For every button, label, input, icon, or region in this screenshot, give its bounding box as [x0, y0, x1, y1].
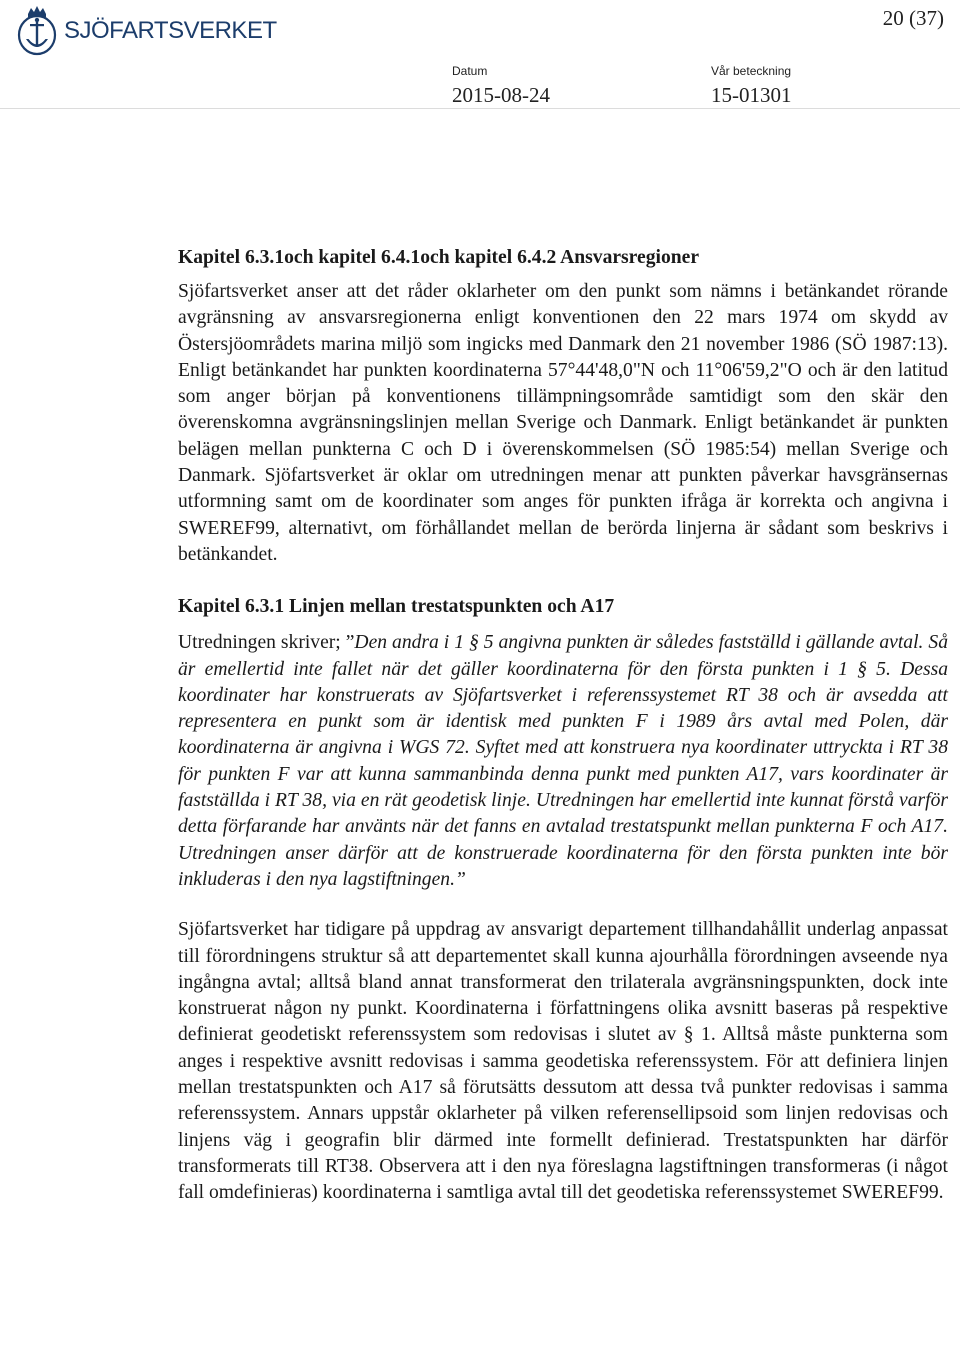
date-label: Datum — [452, 64, 488, 78]
paragraph-response: Sjöfartsverket har tidigare på uppdrag av ansvarigt departement tillhandahållit underlag anpassat till förordningens struktur så att departementet skall kunna ajourhålla förordningen avseende nya ingångna avtal; alltså bland annat transformerat den trilaterala avgränsningspunkten, dock inte konstruerat någon ny punkt. Koordinaterna i författningens olika avsnitt baseras på respektive definierat geodetiskt referenssystem som redovisas i slutet av § 1. Alltså måste punkterna som anges i respektive avsnitt redovisas i samma geodetiska referenssystem. För att definiera linjen mellan trestatspunkten och A17 så förutsätts dessutom att dessa två punkter redovisas i samma referenssystem. Annars uppstår oklarheter på vilken referensellipsoid som linjen redovisas och linjens väg i geografin blir därmed inte formellt definierad. Trestatspunkten har därför transformerats till RT38. Observera att i den nya föreslagna lagstiftningen transformeras (i något fall omdefinieras) koordinaterna i samtliga avtal till det geodetiska referenssystemet SWEREF99. — [178, 919, 948, 1204]
document-body — [178, 243, 948, 1207]
reference-label: Vår beteckning — [711, 64, 792, 78]
paragraph-ansvarsregioner: Sjöfartsverket anser att det råder oklarheter om den punkt som nämns i betänkandet rörande avgränsning av ansvarsregionerna enligt konventionen den 22 mars 1974 om skydd av Östersjöområdets marina miljö som ingicks med Danmark den 21 november 1986 (SÖ 1987:13). Enligt betänkandet har punkten koordinaterna 57°44'48,0"N och 11°06'59,2"O och är den latitud som anger början på konventionens tillämpningsområde samtidigt som den skär den överenskomna avgränsningslinjen mellan Sverige och Danmark. Enligt betänkandet är punkten belägen mellan punkterna C och D i överenskommelsen (SÖ 1985:54) mellan Sverige och Danmark. Sjöfartsverket är oklar om utredningen menar att punkten påverkar havsgränsernas utformning samt om de koordinater som anges för punkten ifråga är korrekta och angivna i SWEREF99, alternativt, om förhållandet mellan de berörda linjerna är sådant som beskrivs i betänkandet. — [178, 281, 948, 565]
page-number: 20 (37) — [882, 6, 944, 30]
reference-value: 15-01301 — [711, 83, 792, 107]
agency-name: SJÖFARTSVERKET — [64, 17, 277, 44]
quote-intro: Utredningen skriver; ” — [178, 632, 355, 654]
paragraph-quote — [178, 630, 948, 893]
section-heading-linjen: Kapitel 6.3.1 Linjen mellan trestatspunkten och A17 — [178, 596, 615, 618]
header-divider — [0, 108, 960, 109]
agency-logo — [14, 4, 277, 58]
date-value: 2015-08-24 — [452, 83, 550, 107]
quoted-text: Den andra i 1 § 5 angivna punkten är således fastställd i gällande avtal. Så är emellertid inte fallet när det gäller koordinaterna för den första punkten i 1 § 5. Dessa koordinater har konstruerats av Sjöfartsverket i referenssystemet RT 38 och är avsedda att representera en punkt som är identisk med punkten F i 1989 års avtal med Polen, där koordinaterna är angivna i WGS 72. Syftet med att konstruera nya koordinater uttryckta i RT 38 för punkten F var att kunna sammanbinda denna punkt med punkten A17, vars koordinater är fastställda i RT 38, via en rät geodetisk linje. Utredningen har emellertid inte kunnat förstå varför detta förfarande har använts när det fanns en avtalad trestatspunkt mellan punkterna F och A17. Utredningen anser därför att de konstruerade koordinaterna för den första punkten inte bör inkluderas i den nya lagstiftningen.” — [178, 632, 948, 890]
section-heading-ansvarsregioner: Kapitel 6.3.1och kapitel 6.4.1och kapitel 6.4.2 Ansvarsregioner — [178, 247, 700, 268]
crown-anchor-emblem-icon — [14, 5, 60, 57]
